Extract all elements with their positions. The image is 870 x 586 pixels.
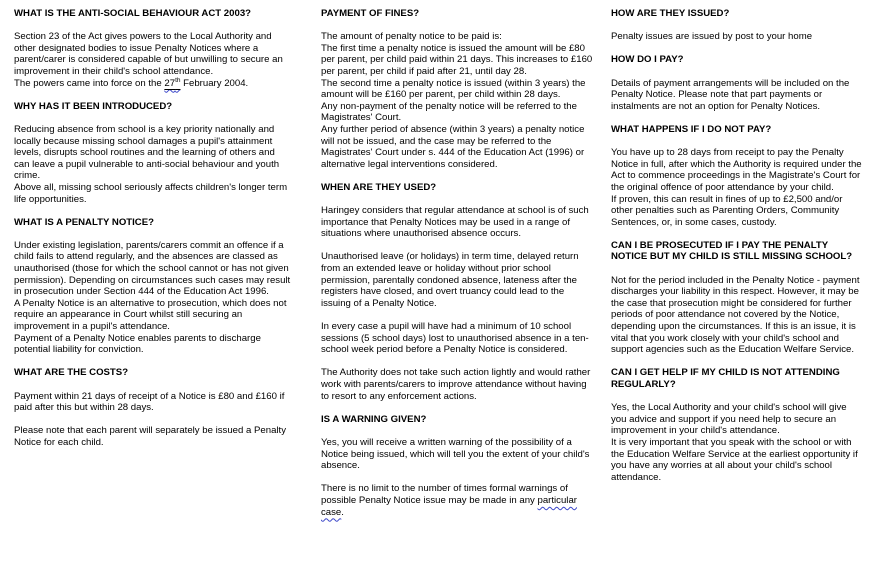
paragraph: Please note that each parent will separately be issued a Penalty Notice for each child.	[14, 425, 286, 448]
paragraph: A Penalty Notice is an alternative to prosecution, which does not require an appearance in Court whilst still securing an improvement in a pupil's attendance.	[14, 297, 287, 333]
paragraph: Not for the period included in the Penalty Notice - payment discharges your liability in this respect. However, it may be the case that prosecution might be considered for further periods of poor attendance not covered by the Notice, depending upon the circumstances. If this is an issue, it is vital that you work closely with your child's school and support agencies such as the Education Welfare Service.	[611, 274, 860, 356]
paragraph: You have up to 28 days from receipt to pay the Penalty Notice in full, after which the Authority is required under the Act to commence proceedings in the Magistrate's Court for the original offence of poor attendance by your child.	[611, 147, 862, 193]
text-run: .	[341, 506, 344, 518]
section-heading: WHAT ARE THE COSTS?	[14, 367, 129, 379]
paragraph: The amount of penalty notice to be paid is:	[321, 31, 502, 43]
paragraph: Payment within 21 days of receipt of a Notice is £80 and £160 if paid after this but within 28 days.	[14, 390, 285, 414]
section-heading: WHAT HAPPENS IF I DO NOT PAY?	[611, 123, 772, 135]
section-how-issued	[611, 8, 862, 43]
paragraph-particular-case	[321, 483, 593, 518]
underlined-date	[164, 78, 180, 89]
paragraph: Reducing absence from school is a key priority nationally and locally because missing school damages a pupil's attainment levels, disrupts school routines and the learning of others and can leave a pupil vulnerable to anti-social behaviour and youth crime.	[14, 123, 280, 182]
section-heading: CAN I BE PROSECUTED IF I PAY THE PENALTY NOTICE BUT MY CHILD IS STILL MISSING SCHOOL?	[611, 239, 853, 263]
section-payment-of-fines	[321, 8, 593, 170]
paragraph: The Authority does not take such action lightly and would rather work with parents/carers to improve attendance without having to resort to any enforcement actions.	[321, 367, 591, 402]
paragraph: The second time a penalty notice is issued (within 3 years) the amount will be £160 per parent, per child within 28 days.	[321, 77, 586, 101]
section-heading: WHEN ARE THEY USED?	[321, 181, 437, 193]
text-run: The powers came into force on the	[14, 77, 165, 89]
section-can-i-get-help	[611, 367, 862, 483]
text-run: February 2004.	[180, 77, 249, 89]
text-run: There is no limit to the number of times formal warnings of possible Penalty Notice issue may be made in any	[321, 483, 568, 506]
paragraph: Section 23 of the Act gives powers to the Local Authority and other designated bodies to issue Penalty Notices where a parent/carer is considered capable of but unwilling to secure an improvement in their child's school attendance.	[14, 31, 283, 77]
section-heading: PAYMENT OF FINES?	[321, 8, 420, 19]
paragraph: The first time a penalty notice is issued the amount will be £80 per parent, per child paid within 21 days. This increases to £160 per parent, per child if paid after 21, until day 28.	[321, 42, 593, 77]
paragraph: Any non-payment of the penalty notice will be referred to the Magistrates' Court.	[321, 100, 577, 124]
day-number: 27	[164, 77, 176, 89]
section-heading: IS A WARNING GIVEN?	[321, 413, 427, 425]
column-middle	[321, 8, 593, 518]
section-heading: CAN I GET HELP IF MY CHILD IS NOT ATTENDING REGULARLY?	[611, 367, 840, 390]
column-left	[14, 8, 291, 449]
section-warning-given	[321, 414, 593, 518]
paragraph: Details of payment arrangements will be included on the Penalty Notice. Please note that part payments or instalments are not an option for Penalty Notices.	[611, 77, 850, 112]
paragraph: It is very important that you speak with the school or with the Education Welfare Service at the earliest opportunity if you have any worries at all about your child's school attendance.	[611, 436, 858, 483]
paragraph: Yes, the Local Authority and your child's school will give you advice and support if you need help to secure an improvement in your child's attendance.	[611, 402, 847, 437]
paragraph: Unauthorised leave (or holidays) in term time, delayed return from an extended leave or holiday without prior school permission, parentally condoned absence, lateness after the registers have closed, and overt truancy could lead to the issuing of a Penalty Notice.	[321, 251, 579, 309]
section-when-used	[321, 182, 593, 402]
section-what-if-not-pay	[611, 124, 862, 228]
paragraph-powers-date	[14, 78, 291, 90]
section-how-do-i-pay	[611, 54, 862, 112]
column-right	[611, 8, 862, 483]
section-what-is-penalty-notice	[14, 217, 291, 356]
ordinal-suffix: th	[175, 76, 181, 84]
paragraph: Above all, missing school seriously affects children's longer term life opportunities.	[14, 181, 288, 205]
paragraph: In every case a pupil will have had a minimum of 10 school sessions (5 school days) lost to unauthorised absence in a ten-school week period before a Penalty Notice is considered.	[321, 321, 589, 356]
paragraph: Any further period of absence (within 3 years) a penalty notice will not be issued, and the case may be referred to the Magistrates' Court under s. 444 of the Education Act (1996) or alternative legal interventions considered.	[321, 123, 585, 170]
paragraph: Payment of a Penalty Notice enables parents to discharge potential liability for conviction.	[14, 332, 261, 356]
paragraph: Yes, you will receive a written warning of the possibility of a Notice being issued, which will tell you the extent of your child's absence.	[321, 436, 590, 472]
section-prosecuted-if-pay	[611, 240, 862, 356]
section-heading: WHY HAS IT BEEN INTRODUCED?	[14, 100, 173, 112]
section-heading: HOW ARE THEY ISSUED?	[611, 8, 730, 19]
paragraph: Haringey considers that regular attendance at school is of such importance that Penalty Notices may be used in a range of situations where unauthorised absence occurs.	[321, 205, 589, 240]
section-anti-social-behaviour-act	[14, 8, 291, 89]
grammar-squiggle-particular-case: particular case	[321, 494, 577, 518]
section-heading: HOW DO I PAY?	[611, 54, 684, 66]
section-costs	[14, 367, 291, 448]
section-heading: WHAT IS THE ANTI-SOCIAL BEHAVIOUR ACT 2003?	[14, 8, 252, 19]
section-why-introduced	[14, 101, 291, 205]
grammar-squiggle-27th	[164, 78, 180, 89]
paragraph: If proven, this can result in fines of up to £2,500 and/or other penalties such as Parenting Orders, Community Sentences, or, in some cases, custody.	[611, 193, 843, 228]
paragraph: Penalty issues are issued by post to your home	[611, 31, 813, 43]
section-heading: WHAT IS A PENALTY NOTICE?	[14, 216, 154, 228]
paragraph: Under existing legislation, parents/carers commit an offence if a child fails to attend regularly, and the absences are classed as unauthorised (those for which the school cannot or has not given permission). Depending on circumstances such cases may result in prosecution under Section 444 of the Education Act 1996.	[14, 239, 291, 298]
